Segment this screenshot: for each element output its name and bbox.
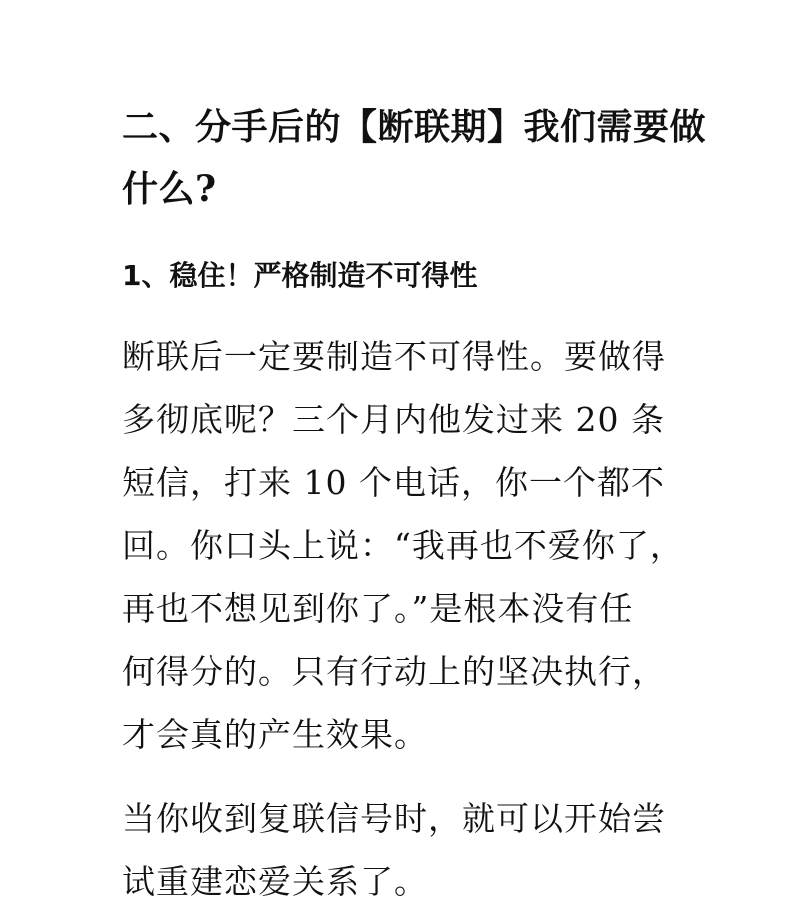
subheading: 1、稳住！严格制造不可得性 [122,259,478,292]
section-heading [122,96,707,220]
paragraph-line: 回。你口头上说：“我再也不爱你了， [122,526,684,565]
paragraph-line: 多彻底呢？三个月内他发过来 20 条 [122,400,665,439]
section-heading-line: 二、分手后的【断联期】我们需要做 [122,106,707,148]
paragraph-line: 断联后一定要制造不可得性。要做得 [122,337,666,376]
paragraph-line: 试重建恋爱关系了。 [122,862,428,901]
paragraph-line: 何得分的。只有行动上的坚决执行， [122,652,666,691]
paragraph-2 [122,787,682,913]
paragraph-line: 当你收到复联信号时，就可以开始尝 [122,799,666,838]
paragraph-line: 才会真的产生效果。 [122,715,428,754]
paragraph-line: 再也不想见到你了。”是根本没有任 [122,589,634,628]
paragraph-line: 短信，打来 10 个电话，你一个都不 [122,463,665,502]
section-heading-line: 什么? [122,168,217,210]
paragraph-1 [122,325,682,766]
